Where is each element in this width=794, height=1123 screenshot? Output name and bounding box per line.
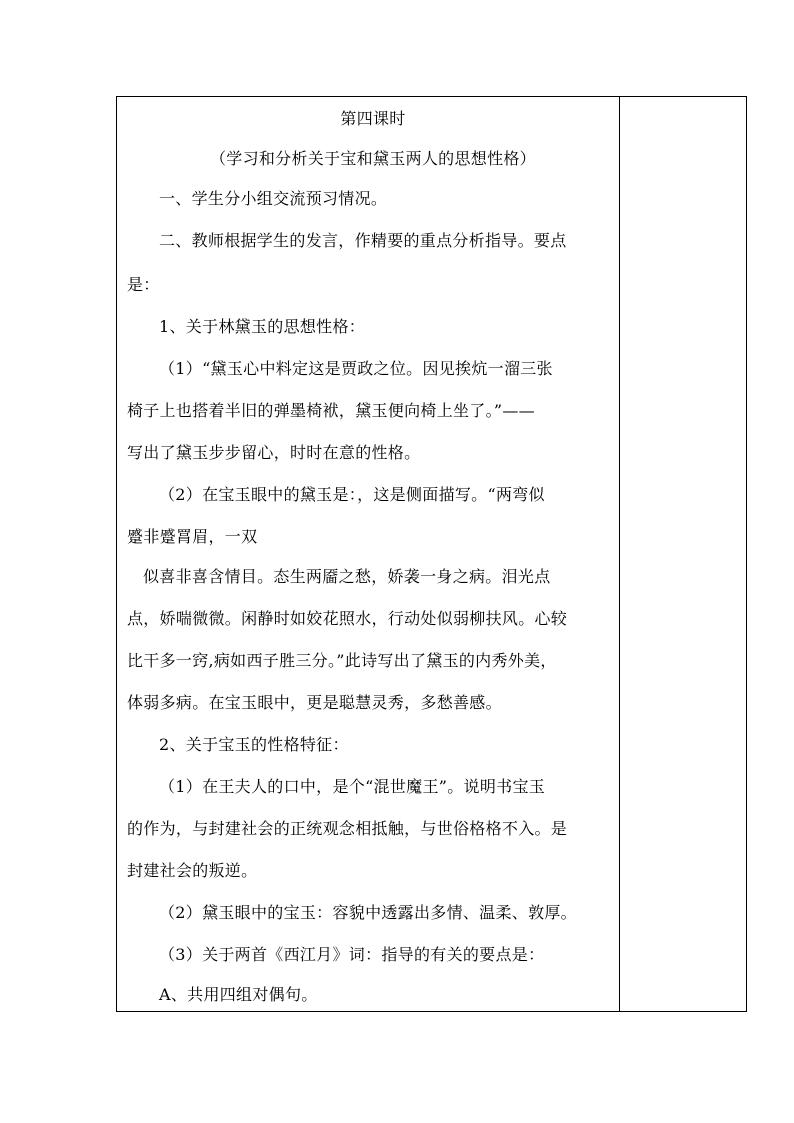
paragraph-line: 蹙非蹙罥眉，一双	[127, 527, 258, 546]
paragraph-line: （1）在王夫人的口中，是个“混世魔王”。说明书宝玉	[159, 777, 546, 796]
paragraph-line: （2）黛玉眼中的宝玉：容貌中透露出多情、温柔、敦厚。	[159, 903, 577, 922]
paragraph-line: 点，娇喘微微。闲静时如姣花照水，行动处似弱柳扶风。心较	[127, 609, 568, 628]
paragraph-line: A、共用四组对偶句。	[159, 985, 318, 1004]
paragraph-line: （3）关于两首《西江月》词：指导的有关的要点是：	[159, 945, 545, 964]
paragraph-line: 一、学生分小组交流预习情况。	[159, 189, 388, 208]
paragraph-line: 体弱多病。在宝玉眼中，更是聪慧灵秀，多愁善感。	[127, 693, 502, 712]
paragraph-line: （1）“黛玉心中料定这是贾政之位。因见挨炕一溜三张	[159, 359, 553, 378]
paragraph-line: 的作为，与封建社会的正统观念相抵触，与世俗格格不入。是	[127, 819, 568, 838]
paragraph-line: 二、教师根据学生的发言，作精要的重点分析指导。要点	[159, 231, 567, 250]
paragraph-line: 似喜非喜含情目。态生两靥之愁，娇袭一身之病。泪光点	[143, 567, 551, 586]
paragraph-line: 椅子上也搭着半旧的弹墨椅袱，黛玉便向椅上坐了。”——	[127, 401, 535, 420]
paragraph-line: 2、关于宝玉的性格特征：	[159, 735, 349, 754]
lesson-table	[116, 96, 747, 1012]
lesson-title: 第四课时	[340, 109, 406, 128]
paragraph-line: 封建社会的叛逆。	[127, 861, 258, 880]
lesson-content-cell	[127, 97, 619, 1011]
paragraph-line: 比干多一窍,病如西子胜三分。”此诗写出了黛玉的内秀外美，	[127, 651, 557, 670]
paragraph-line: 1、关于林黛玉的思想性格：	[159, 317, 366, 336]
paragraph-line: 是：	[127, 275, 160, 294]
notes-cell	[620, 97, 746, 1011]
paragraph-line: 写出了黛玉步步留心，时时在意的性格。	[127, 443, 421, 462]
paragraph-line: （2）在宝玉眼中的黛玉是：，这是侧面描写。“两弯似	[159, 485, 545, 504]
lesson-subtitle: （学习和分析关于宝和黛玉两人的思想性格）	[209, 149, 536, 168]
